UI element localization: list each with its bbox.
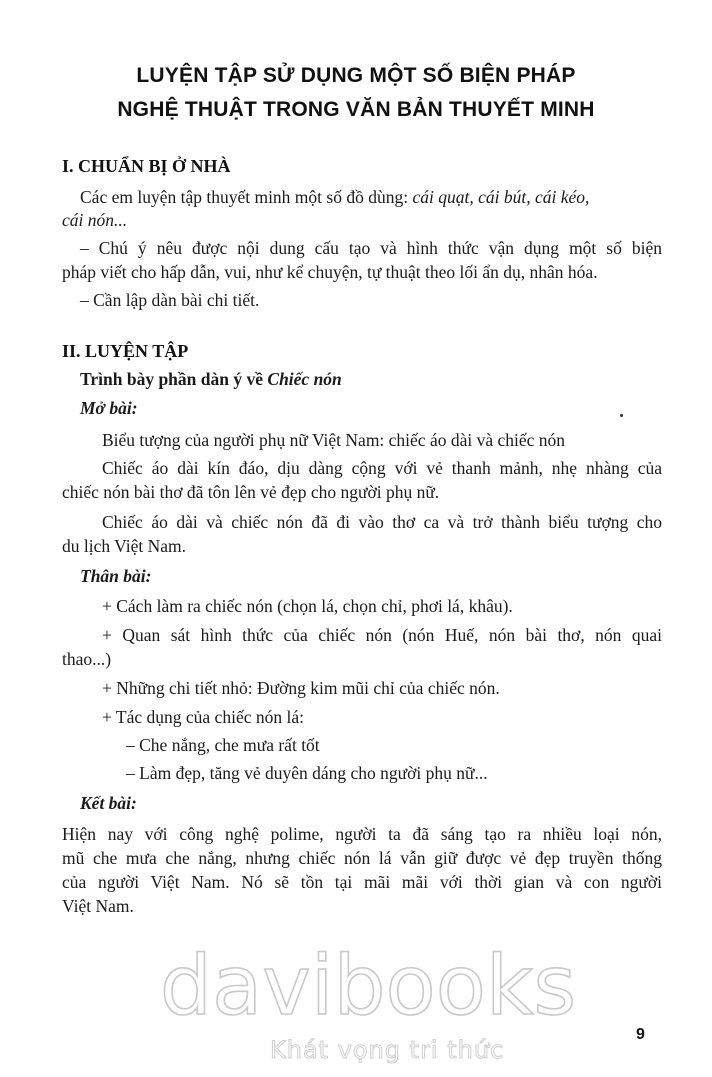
conclusion-line-4: Việt Nam.	[62, 896, 134, 916]
conclusion-line-3: của người Việt Nam. Nó sẽ tồn tại mãi mãi với thời gian và con người	[62, 872, 662, 892]
body-item-2-line-2: thao...)	[62, 649, 112, 669]
paragraph-intro-1: Biểu tượng của người phụ nữ Việt Nam: chiếc áo dài và chiếc nón	[102, 430, 566, 450]
body-item-1: + Cách làm ra chiếc nón (chọn lá, chọn chỉ, phơi lá, khâu).	[102, 596, 513, 616]
paragraph-prepare-note-line-2: pháp viết cho hấp dẫn, vui, như kể chuyện, tự thuật theo lối ẩn dụ, nhân hóa.	[62, 262, 598, 282]
label-intro: Mở bài:	[80, 398, 138, 418]
body-item-2-line-1: + Quan sát hình thức của chiếc nón (nón Huế, nón bài thơ, nón quai	[102, 625, 662, 645]
print-speck	[620, 414, 623, 417]
watermark-logo	[158, 940, 578, 1030]
paragraph-intro-2-line-2: chiếc nón bài thơ đã tôn lên vẻ đẹp cho người phụ nữ.	[62, 482, 440, 502]
label-body: Thân bài:	[80, 566, 152, 586]
subheading-outline: Trình bày phần dàn ý về Chiếc nón	[80, 369, 342, 389]
page-title-line-2: NGHỆ THUẬT TRONG VĂN BẢN THUYẾT MINH	[117, 98, 595, 121]
paragraph-prepare-note-line-1: – Chú ý nêu được nội dung cấu tạo và hình thức vận dụng một số biện	[80, 238, 662, 258]
body-sub-item-1: – Che nắng, che mưa rất tốt	[126, 735, 320, 755]
paragraph-intro-3-line-1: Chiếc áo dài và chiếc nón đã đi vào thơ ca và trở thành biểu tượng cho	[102, 512, 662, 532]
watermark-tagline: Khát vọng tri thức	[270, 1036, 505, 1064]
body-item-4: + Tác dụng của chiếc nón lá:	[102, 707, 304, 727]
paragraph-prepare-intro: Các em luyện tập thuyết minh một số đồ dùng: cái quạt, cái bút, cái kéo,	[80, 187, 590, 207]
section-heading-prepare: I. CHUẨN BỊ Ở NHÀ	[62, 156, 231, 176]
body-sub-item-2: – Làm đẹp, tăng vẻ duyên dáng cho người phụ nữ...	[126, 763, 488, 783]
watermark-logo-text: davibooks	[159, 940, 577, 1030]
paragraph-intro-2-line-1: Chiếc áo dài kín đáo, dịu dàng cộng với vẻ thanh mảnh, nhẹ nhàng của	[102, 458, 662, 478]
body-item-3: + Những chi tiết nhỏ: Đường kim mũi chỉ của chiếc nón.	[102, 678, 500, 698]
page-number: 9	[636, 1026, 645, 1043]
paragraph-prepare-intro-cont: cái nón...	[62, 210, 128, 230]
conclusion-line-2: mũ che mưa che nắng, nhưng chiếc nón lá vẫn giữ được vẻ đẹp truyền thống	[62, 848, 662, 868]
section-heading-practice: II. LUYỆN TẬP	[62, 341, 189, 361]
paragraph-prepare-outline: – Cần lập dàn bài chi tiết.	[80, 290, 260, 310]
paragraph-intro-3-line-2: du lịch Việt Nam.	[62, 536, 187, 556]
item-list-italic: cái quạt, cái bút, cái kéo,	[412, 187, 590, 207]
page-title-line-1: LUYỆN TẬP SỬ DỤNG MỘT SỐ BIỆN PHÁP	[136, 64, 576, 87]
conclusion-line-1: Hiện nay với công nghệ polime, người ta đã sáng tạo ra nhiều loại nón,	[62, 824, 662, 844]
label-conclusion: Kết bài:	[80, 793, 137, 813]
